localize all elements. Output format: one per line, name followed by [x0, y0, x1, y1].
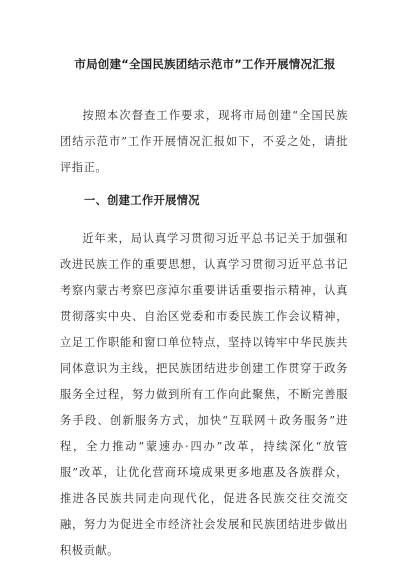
intro-paragraph: 按照本次督查工作要求，现将市局创建“全国民族团结示范市”工作开展情况汇报如下，不妥之处，请批评指正。: [60, 109, 348, 174]
section-heading: 一、创建工作开展情况: [84, 194, 200, 207]
document-title: 市局创建“全国民族团结示范市”工作开展情况汇报: [74, 57, 336, 71]
section-body-paragraph: 近年来，局认真学习贯彻习近平总书记关于加强和改进民族工作的重要思想，认真学习贯彻习近平总书记考察内蒙古考察巴彦淖尔重要讲话重要指示精神，认真贯彻落实中央、自治区党委和市委民族工作会议精神，立足工作职能和窗口单位特点，坚持以铸牢中华民族共同体意识为主线，把民族团结进步创建工作贯穿于政务服务全过程，努力做到所有工作向此聚焦，不断完善服务手段、创新服务方式，加快“互联网＋政务服务”进程，全力推动“蒙速办·四办”改革，持续深化“放管服”改革，让优化营商环境成果更多地惠及各族群众，推进各民族共同走向现代化，促进各民族交往交流交融，努力为促进全市经济社会发展和民族团结进步做出积极贡献。: [60, 232, 348, 557]
